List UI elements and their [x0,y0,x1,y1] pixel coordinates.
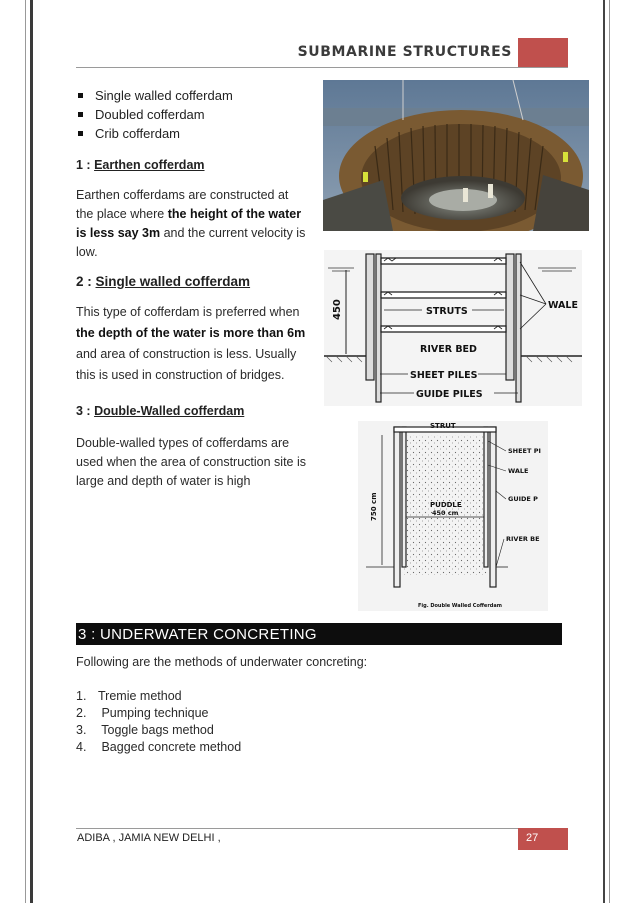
section-band-title: 3 : UNDERWATER CONCRETING [78,626,317,643]
svg-text:GUIDE P: GUIDE P [508,495,538,503]
single-walled-paragraph: This type of cofferdam is preferred when the depth of the water is more than 6m and area of construction is less. Usually this is used in construction of bridges. [76,305,306,382]
list-item: 2. Pumping technique [76,706,209,720]
svg-text:STRUTS: STRUTS [426,306,468,317]
svg-text:750 cm: 750 cm [370,492,378,521]
underwater-concreting-methods [76,688,241,756]
double-walled-cofferdam-diagram [358,421,548,611]
svg-text:RIVER BE: RIVER BE [506,535,540,543]
square-bullet-icon [78,93,83,98]
header-accent-box [518,38,568,67]
double-walled-paragraph: Double-walled types of cofferdams are used when the area of construction site is large and depth of water is high [76,436,306,488]
footer-rule [76,828,568,829]
svg-text:WALE: WALE [548,300,578,311]
svg-text:SHEET PILES: SHEET PILES [410,370,478,381]
page-border-right [603,0,605,903]
heading-single-walled-cofferdam: 2 : Single walled cofferdam [76,274,251,289]
header-title: SUBMARINE STRUCTURES [297,44,512,60]
svg-text:STRUT: STRUT [430,422,456,430]
heading-earthen-cofferdam: 1 : Earthen cofferdam [76,158,205,172]
page-border-right-outer [609,0,610,903]
list-item: Crib cofferdam [76,124,233,143]
svg-text:RIVER BED: RIVER BED [420,344,477,355]
cofferdam-type-list [76,86,233,143]
svg-text:WALE: WALE [508,467,529,475]
square-bullet-icon [78,131,83,136]
cofferdam-construction-photo [323,80,589,231]
square-bullet-icon [78,112,83,117]
list-item: 4. Bagged concrete method [76,740,242,754]
footer-author: ADIBA , JAMIA NEW DELHI , [77,832,221,844]
svg-text:Fig. Double Walled Cofferdam: Fig. Double Walled Cofferdam [418,603,502,609]
svg-text:450 cm: 450 cm [432,509,459,517]
single-walled-cofferdam-diagram [324,250,582,406]
heading-double-walled-cofferdam: 3 : Double-Walled cofferdam [76,404,245,418]
page-number: 27 [526,832,539,844]
list-item: Doubled cofferdam [76,105,233,124]
methods-intro: Following are the methods of underwater concreting: [76,655,368,669]
svg-text:GUIDE PILES: GUIDE PILES [416,389,483,400]
earthen-paragraph: Earthen cofferdams are constructed at the place where the height of the water is less say 3m and the current velocity is low. [76,188,306,259]
list-item: Single walled cofferdam [76,86,233,105]
header-rule [76,67,568,68]
list-item: 3. Toggle bags method [76,723,214,737]
svg-text:PUDDLE: PUDDLE [430,501,462,509]
svg-text:450: 450 [332,299,343,320]
svg-text:SHEET PI: SHEET PI [508,447,541,455]
page-border-left-outer [25,0,26,903]
list-item: 1. Tremie method [76,689,182,703]
page-border-left [30,0,33,903]
